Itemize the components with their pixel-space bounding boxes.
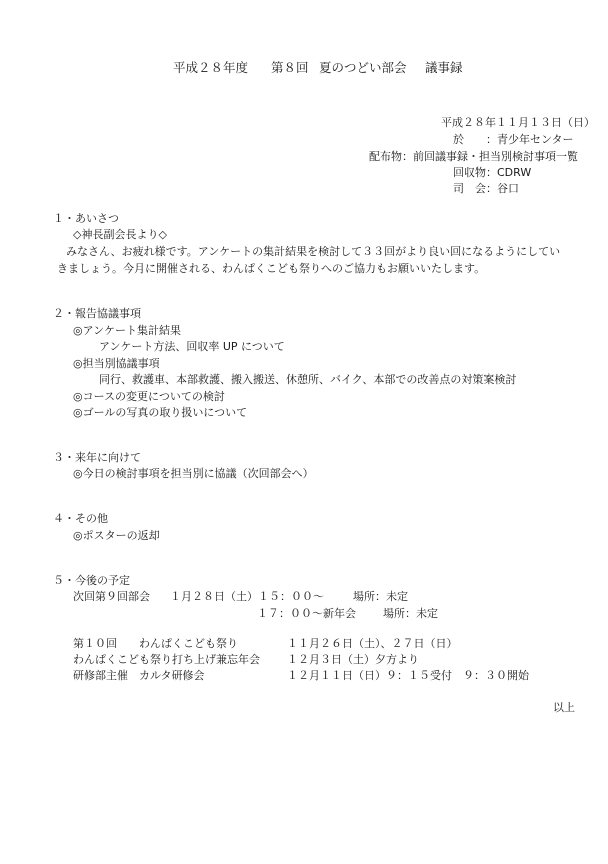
title-session: 第８回 [271,60,309,75]
event-date: １１月２６日（土）、２７日（日） [287,637,458,650]
new-year-party-place: 場所：未定 [383,607,438,620]
section-2-item-1: ◎アンケート集計結果 [73,324,181,337]
event-name: 第１０回 わんぱくこども祭り [73,637,238,650]
closing-mark: 以上 [553,701,575,714]
title-kind: 議事録 [425,60,463,75]
meeting-venue: 於 ：青少年センター [453,133,574,146]
section-2-heading: ２・報告協議事項 [53,307,141,320]
chairperson: 司 会：谷口 [453,182,519,195]
event-name: わんぱくこども祭り打ち上げ兼忘年会 [73,653,260,666]
section-3-item-1: ◎今日の検討事項を担当別に協議（次回部会へ） [73,467,314,480]
title-year: 平成２８年度 [173,60,249,75]
section-4-item-1: ◎ポスターの返却 [73,529,160,542]
section-2-item-1-detail: アンケート方法、回収率 UP について [99,340,285,353]
section-2-item-2-detail: 同行、救護車、本部救護、搬入搬送、休憩所、バイク、本部での改善点の対策案検討 [99,373,517,386]
new-year-party-name: 新年会 [323,607,356,620]
collected-items: 回収物：CDRW [453,166,532,179]
section-2-item-2: ◎担当別協議事項 [73,357,160,370]
section-3-heading: ３・来年に向けて [53,451,141,464]
new-year-party-time: １７：００～ [257,607,323,620]
title-name: 夏のつどい部会 [319,60,407,75]
next-meeting-place: 場所：未定 [353,590,408,603]
next-meeting-label: 次回第９回部会 [73,590,150,603]
section-1-text-line-1: みなさん、お疲れ様です。アンケートの集計結果を検討して３３回がより良い回になるようにしてい [66,245,561,258]
section-1-heading: １・あいさつ [53,212,119,225]
section-5-heading: ５・今後の予定 [53,574,130,587]
event-date: １２月３日（土）夕方より [287,653,419,666]
section-4-heading: ４・その他 [53,512,108,525]
next-meeting-date: １月２８日（土）１５：００～ [170,590,324,603]
handouts: 配布物：前回議事録・担当別検討事項一覧 [369,150,578,163]
event-name: 研修部主催 カルタ研修会 [73,669,205,682]
meeting-date: 平成２８年１１月１３日（日） [441,116,595,129]
event-date: １２月１１日（日）９：１５受付 ９：３０開始 [287,669,529,682]
section-1-text-line-2: きましょう。今月に開催される、わんぱくこども祭りへのご協力もお願いいたします。 [57,262,486,275]
section-1-sub: ◇神長副会長より◇ [73,228,167,241]
section-2-item-3: ◎コースの変更についての検討 [73,390,225,403]
section-2-item-4: ◎ゴールの写真の取り扱いについて [73,406,248,419]
